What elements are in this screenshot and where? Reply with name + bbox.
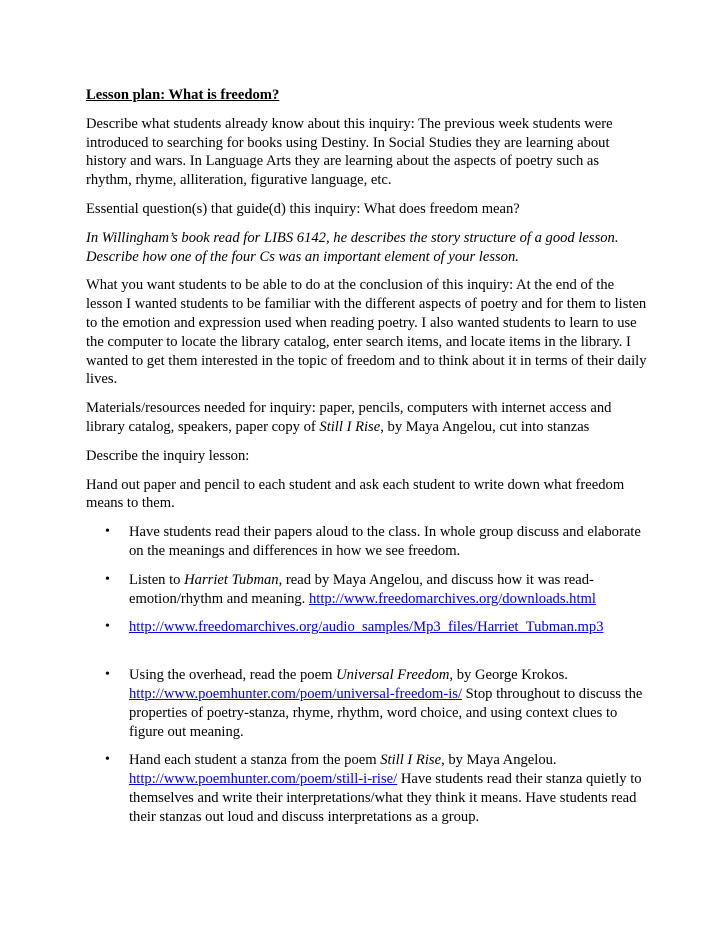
bullet-icon: • — [105, 752, 110, 768]
harriet-tubman-mp3-link[interactable]: http://www.freedomarchives.org/audio_samples/Mp3_files/Harriet_Tubman.mp3 — [129, 619, 604, 636]
list-item — [86, 571, 648, 609]
materials-paragraph — [86, 399, 648, 437]
describe-lesson-label: Describe the inquiry lesson: — [86, 447, 250, 464]
intro-step-paragraph: Hand out paper and pencil to each student and ask each student to write down what freedom means to them. — [86, 476, 625, 512]
step-text: Hand each student a stanza from the poem — [129, 752, 381, 769]
poem-title: Still I Rise — [380, 752, 442, 769]
freedom-archives-downloads-link[interactable]: http://www.freedomarchives.org/downloads.html — [308, 590, 596, 607]
essential-question-paragraph: Essential question(s) that guide(d) this inquiry: What does freedom mean? — [86, 200, 520, 217]
materials-poem-title: Still I Rise — [319, 418, 381, 435]
willingham-prompt-paragraph: In Willingham’s book read for LIBS 6142, he describes the story structure of a good lesson. Describe how one of the four Cs was an important element of your lesson. — [86, 229, 619, 265]
bullet-icon: • — [105, 571, 110, 587]
lesson-steps-list — [86, 523, 648, 826]
bullet-icon: • — [105, 524, 110, 540]
bullet-icon: • — [105, 667, 110, 683]
list-item — [86, 523, 648, 561]
lesson-title: Lesson plan: What is freedom? — [86, 87, 280, 103]
bullet-icon: • — [105, 619, 110, 635]
step-text-cont: , by George Krokos. — [449, 667, 568, 684]
step-text-cont: , read by Maya Angelou, and discuss how it was read-emotion/rhythm and meaning. — [129, 571, 594, 607]
poem-title: Universal Freedom — [336, 667, 450, 684]
step-text-cont: , by Maya Angelou. — [441, 752, 557, 769]
step-text-rest: Have students read their stanza quietly to themselves and write their interpretations/what they think it means. Have students read their stanzas out loud and discuss interpretations as a group. — [129, 771, 642, 825]
list-item — [86, 751, 648, 826]
prior-knowledge-paragraph: Describe what students already know about this inquiry: The previous week students were introduced to searching for books using Destiny. In Social Studies they are learning about history and wars. In Language Arts they are learning about the aspects of poetry such as rhythm, rhyme, alliteration, figurative language, etc. — [86, 115, 613, 189]
list-item — [86, 618, 648, 637]
universal-freedom-link[interactable]: http://www.poemhunter.com/poem/universal-freedom-is/ — [129, 685, 463, 702]
step-text: Have students read their papers aloud to the class. In whole group discuss and elaborate on the meanings and differences in how we see freedom. — [129, 524, 641, 559]
materials-text: Materials/resources needed for inquiry: paper, pencils, computers with internet access and library catalog, speakers, paper copy of — [86, 400, 612, 435]
still-i-rise-link[interactable]: http://www.poemhunter.com/poem/still-i-rise/ — [129, 771, 398, 788]
step-text-rest: Stop throughout to discuss the properties of poetry-stanza, rhyme, rhythm, word choice, and using context clues to figure out meaning. — [129, 685, 643, 740]
poem-title: Harriet Tubman — [184, 571, 279, 588]
list-item — [86, 666, 648, 741]
step-text: Using the overhead, read the poem — [129, 667, 337, 684]
step-text: Listen to — [129, 571, 185, 588]
objectives-paragraph: What you want students to be able to do at the conclusion of this inquiry: At the end of the lesson I wanted students to be familiar with the different aspects of poetry and for them to listen to the emotion and expression used when reading poetry. I also wanted students to learn to use the computer to locate the library catalog, enter search items, and locate items in the library. I wanted to get them interested in the topic of freedom and to think about it in terms of their daily lives. — [86, 277, 647, 388]
materials-text-end: , by Maya Angelou, cut into stanzas — [380, 418, 590, 435]
document-page — [86, 86, 648, 837]
